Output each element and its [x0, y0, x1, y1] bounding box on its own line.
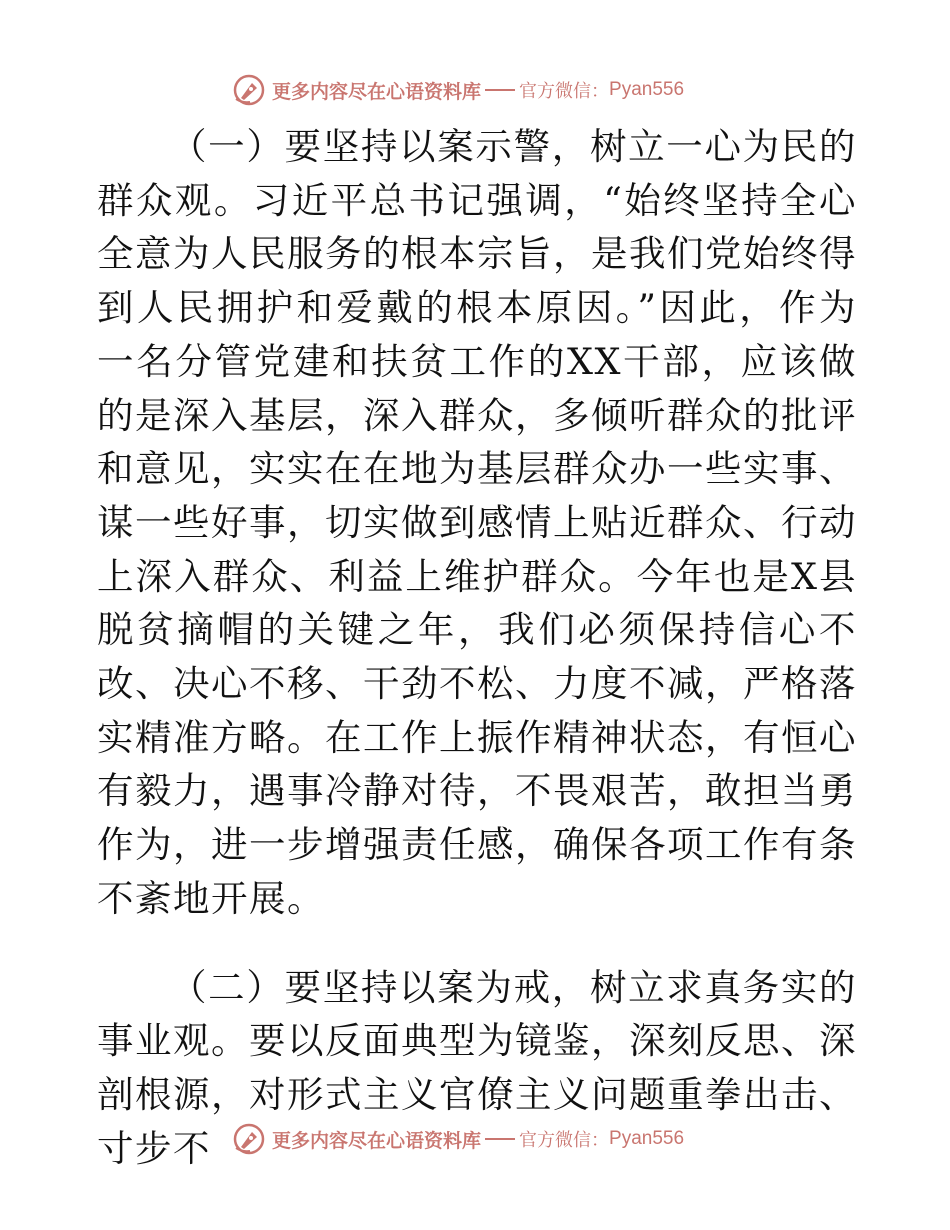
- watermark-brand: 更多内容尽在心语资料库: [272, 80, 482, 103]
- pen-nib-logo-icon: [232, 73, 266, 107]
- pen-nib-logo-icon: [232, 1122, 266, 1156]
- footer-watermark: [232, 1121, 684, 1157]
- watermark-label: 官方微信：: [519, 81, 610, 102]
- watermark-label: 官方微信：: [519, 1130, 610, 1151]
- paragraph-2: （二）要坚持以案为戒，树立求真务实的事业观。要以反面典型为镜鉴，深刻反思、深剖根源，对形式主义官僚主义问题重拳出击、寸步不: [97, 965, 857, 1170]
- watermark-account: Pyan556: [609, 79, 685, 100]
- watermark-dash: [485, 89, 515, 91]
- watermark-account: Pyan556: [609, 1128, 685, 1149]
- paragraph-1: （一）要坚持以案示警，树立一心为民的群众观。习近平总书记强调，“始终坚持全心全意为人民服务的根本宗旨，是我们党始终得到人民拥护和爱戴的根本原因。”因此，作为一名分管党建和扶贫工作的XX干部，应该做的是深入基层，深入群众，多倾听群众的批评和意见，实实在在地为基层群众办一些实事、谋一些好事，切实做到感情上贴近群众、行动上深入群众、利益上维护群众。今年也是X县脱贫摘帽的关键之年，我们必须保持信心不改、决心不移、干劲不松、力度不减，严格落实精准方略。在工作上振作精神状态，有恒心有毅力，遇事冷静对待，不畏艰苦，敢担当勇作为，进一步增强责任感，确保各项工作有条不紊地开展。: [97, 125, 857, 920]
- watermark-dash: [485, 1138, 515, 1140]
- document-body: [97, 120, 857, 1175]
- header-watermark: [232, 72, 684, 108]
- watermark-brand: 更多内容尽在心语资料库: [272, 1129, 482, 1152]
